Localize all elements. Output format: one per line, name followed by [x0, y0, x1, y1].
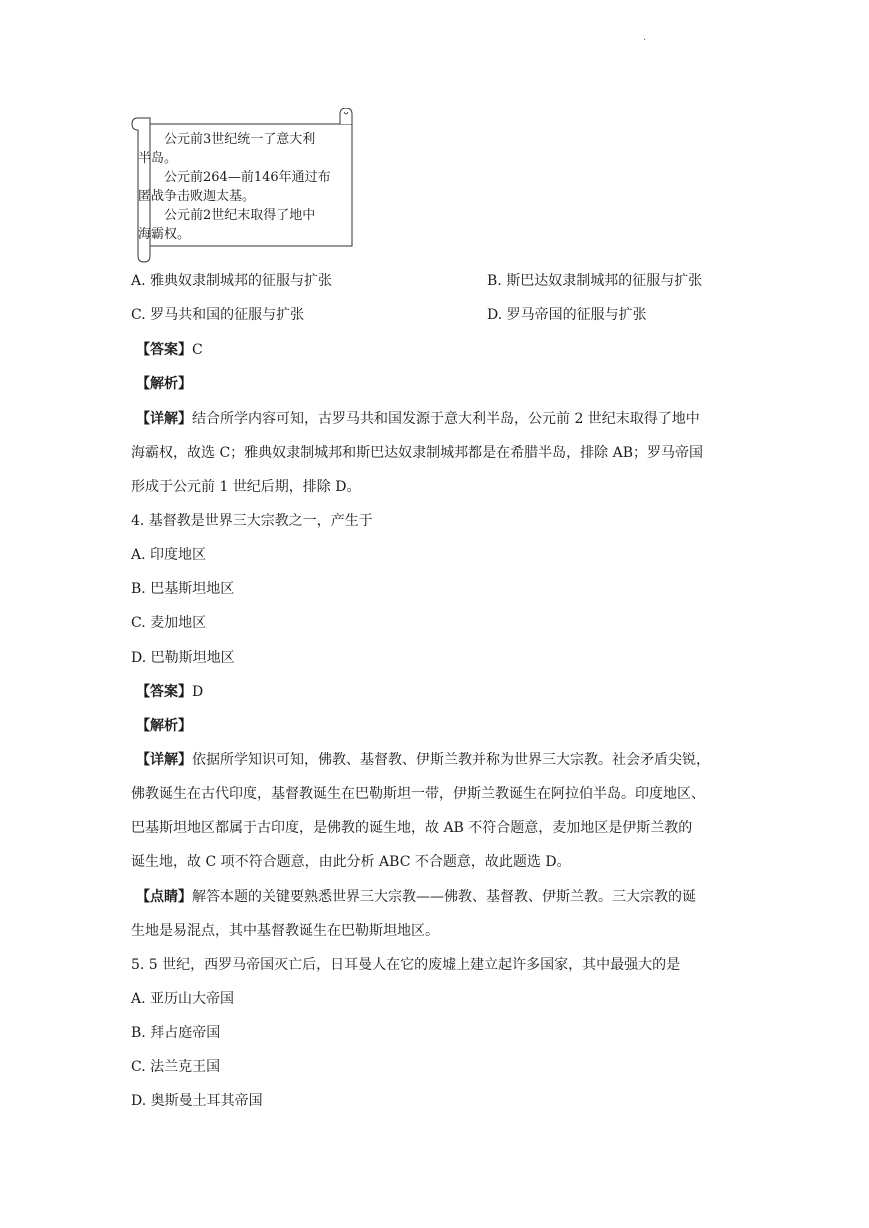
scroll-line: 匿战争击败迦太基。 — [138, 189, 256, 204]
q3-analysis-tag: 【解析】 — [136, 376, 192, 392]
q4-option-c: C. 麦加地区 — [131, 615, 207, 631]
scroll-line: 半岛。 — [138, 151, 178, 166]
scroll-line: 公元前3世纪统一了意大利 — [138, 132, 316, 147]
scroll-text — [138, 130, 348, 244]
q5-option-b: B. 拜占庭帝国 — [131, 1025, 221, 1041]
detail-tag: 【详解】 — [136, 411, 192, 427]
q4-analysis-tag: 【解析】 — [136, 718, 192, 734]
q5-option-d: D. 奥斯曼土耳其帝国 — [131, 1093, 263, 1109]
answer-tag: 【答案】 — [136, 684, 192, 700]
q3-detail-line: 海霸权，故选 C；雅典奴隶制城邦和斯巴达奴隶制城邦都是在希腊半岛，排除 AB；罗马帝国 — [131, 445, 704, 461]
scroll-line: 海霸权。 — [138, 227, 191, 242]
q3-option-b: B. 斯巴达奴隶制城邦的征服与扩张 — [487, 273, 703, 289]
q4-detail-line: 佛教诞生在古代印度，基督教诞生在巴勒斯坦一带，伊斯兰教诞生在阿拉伯半岛。印度地区、 — [131, 786, 705, 802]
tip-tag: 【点睛】 — [136, 889, 192, 905]
q4-tip-line — [136, 887, 696, 907]
detail-tag: 【详解】 — [136, 752, 192, 768]
answer-value: C — [192, 342, 203, 358]
q4-detail-line — [136, 750, 710, 770]
corner-mark: . — [643, 32, 647, 43]
q3-option-d: D. 罗马帝国的征服与扩张 — [487, 307, 647, 323]
q4-option-d: D. 巴勒斯坦地区 — [131, 650, 235, 666]
q3-answer — [136, 340, 203, 360]
q3-detail-line — [136, 409, 700, 429]
q4-tip-line: 生地是易混点，其中基督教诞生在巴勒斯坦地区。 — [131, 923, 439, 939]
q4-option-a: A. 印度地区 — [131, 547, 207, 563]
q4-detail-line: 巴基斯坦地区都属于古印度，是佛教的诞生地，故 AB 不符合题意，麦加地区是伊斯兰教的 — [131, 820, 693, 836]
detail-text: 结合所学内容可知，古罗马共和国发源于意大利半岛，公元前 2 世纪末取得了地中 — [192, 411, 700, 427]
answer-value: D — [192, 684, 204, 700]
q3-option-a: A. 雅典奴隶制城邦的征服与扩张 — [131, 273, 333, 289]
tip-text: 解答本题的关键要熟悉世界三大宗教——佛教、基督教、伊斯兰教。三大宗教的诞 — [192, 889, 696, 905]
q3-option-c: C. 罗马共和国的征服与扩张 — [131, 307, 305, 323]
q5-option-a: A. 亚历山大帝国 — [131, 991, 235, 1007]
q5-stem: 5. 5 世纪，西罗马帝国灭亡后，日耳曼人在它的废墟上建立起许多国家，其中最强大的是 — [131, 957, 681, 973]
scroll-illustration — [128, 108, 358, 264]
q4-detail-line: 诞生地，故 C 项不符合题意，由此分析 ABC 不合题意，故此题选 D。 — [131, 854, 571, 870]
q4-answer — [136, 682, 203, 702]
q4-stem: 4. 基督教是世界三大宗教之一，产生于 — [131, 513, 373, 529]
scroll-line: 公元前264—前146年通过布 — [138, 170, 331, 185]
detail-text: 依据所学知识可知，佛教、基督教、伊斯兰教并称为世界三大宗教。社会矛盾尖锐， — [192, 752, 710, 768]
scroll-line: 公元前2世纪末取得了地中 — [138, 208, 316, 223]
answer-tag: 【答案】 — [136, 342, 192, 358]
q5-option-c: C. 法兰克王国 — [131, 1059, 221, 1075]
q4-option-b: B. 巴基斯坦地区 — [131, 581, 235, 597]
q3-detail-line: 形成于公元前 1 世纪后期，排除 D。 — [131, 479, 361, 495]
